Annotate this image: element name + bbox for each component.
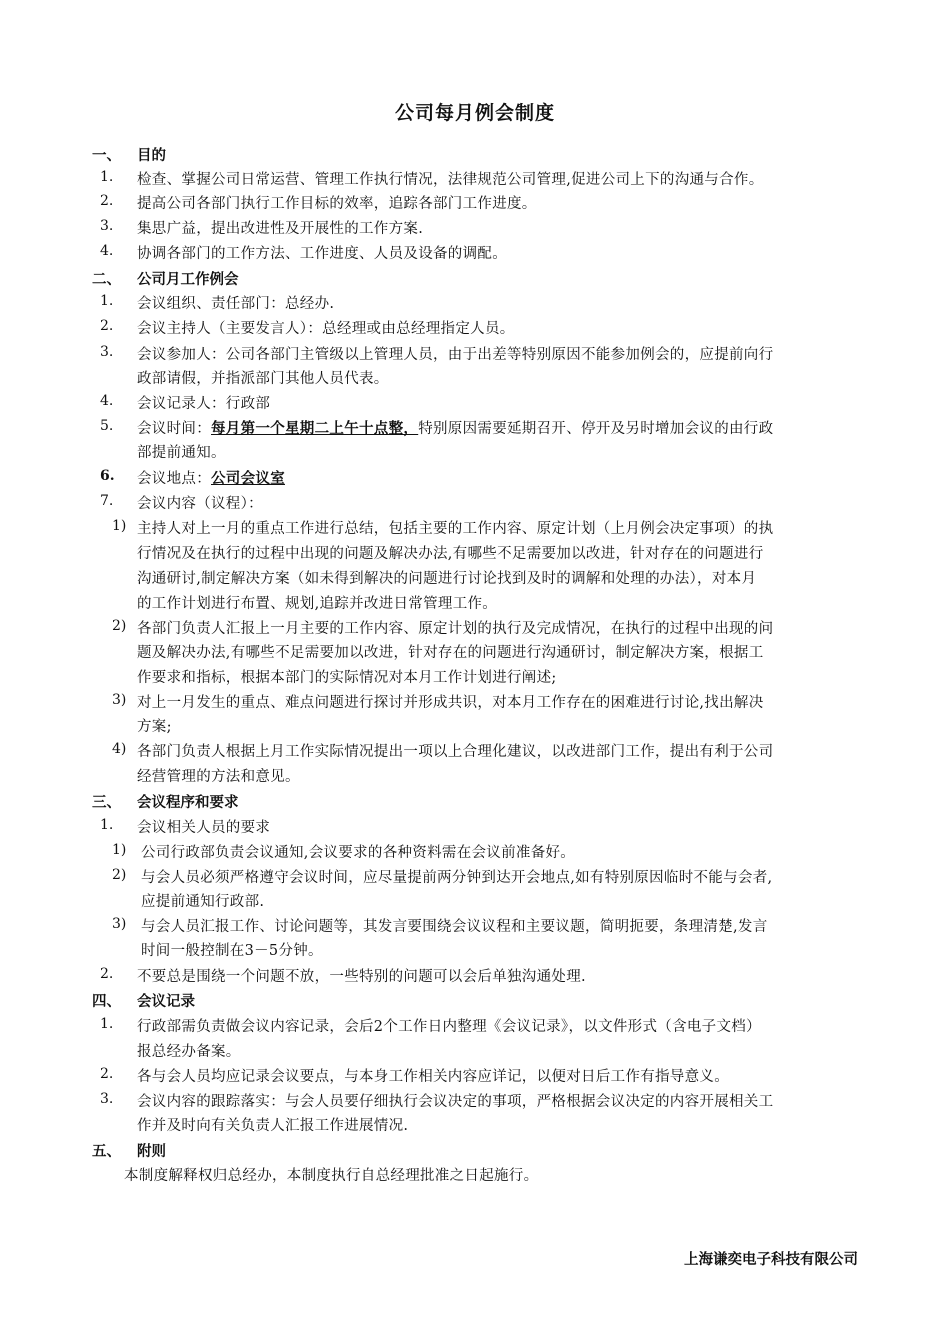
subitem-text-continued: 经营管理的方法和意见。: [137, 769, 300, 785]
item-text: 会议相关人员的要求: [137, 820, 271, 836]
item-number: 1.: [100, 1016, 114, 1032]
section-title: 附则: [137, 1144, 166, 1160]
meeting-place-label: 会议地点：: [137, 471, 211, 487]
subitem-text: 各部门负责人汇报上一月主要的工作内容、原定计划的执行及完成情况，在执行的过程中出现的问: [137, 621, 774, 637]
section-number: 二、: [92, 272, 121, 288]
section-title: 会议程序和要求: [137, 795, 239, 811]
item-number: 5.: [100, 418, 114, 434]
subitem-text: 与会人员必须严格遵守会议时间，应尽量提前两分钟到达开会地点,如有特别原因临时不能与会者,: [141, 870, 773, 886]
section-title: 公司月工作例会: [137, 272, 239, 288]
meeting-time-line: [137, 417, 773, 438]
item-text: 行政部需负责做会议内容记录，会后2个工作日内整理《会议记录》，以文件形式（含电子文档）: [137, 1019, 761, 1035]
subitem-text-continued: 沟通研讨,制定解决方案（如未得到解决的问题进行讨论找到及时的调解和处理的办法），对本月: [137, 571, 757, 587]
subitem-number: 2): [112, 867, 127, 883]
item-text-continued: 政部请假，并指派部门其他人员代表。: [137, 371, 389, 387]
subitem-text-continued: 的工作计划进行布置、规划,追踪并改进日常管理工作。: [137, 596, 498, 612]
item-number: 3.: [100, 344, 114, 360]
section-title: 目的: [137, 148, 166, 164]
section-title: 会议记录: [137, 994, 195, 1010]
section-number: 三、: [92, 795, 121, 811]
item-text: 会议组织、责任部门：总经办.: [137, 296, 335, 312]
item-text-continued: 作并及时向有关负责人汇报工作进展情况.: [137, 1118, 409, 1134]
item-text: 检查、掌握公司日常运营、管理工作执行情况，法律规范公司管理,促进公司上下的沟通与合作。: [137, 172, 764, 188]
subitem-number: 2): [112, 618, 127, 634]
item-number: 1.: [100, 293, 114, 309]
item-text: 集思广益，提出改进性及开展性的工作方案.: [137, 221, 424, 237]
item-text: 会议主持人（主要发言人）：总经理或由总经理指定人员。: [137, 321, 515, 337]
subitem-text: 主持人对上一月的重点工作进行总结，包括主要的工作内容、原定计划（上月例会决定事项）的执: [137, 521, 774, 537]
item-text: 会议参加人：公司各部门主管级以上管理人员，由于出差等特别原因不能参加例会的，应提前向行: [137, 347, 774, 363]
meeting-time-value: 每月第一个星期二上午十点整，: [211, 420, 419, 437]
item-number: 2.: [100, 1066, 114, 1082]
subitem-text: 公司行政部负责会议通知,会议要求的各种资料需在会议前准备好。: [141, 845, 576, 861]
meeting-time-note: 特别原因需要延期召开、停开及另时增加会议的由行政: [418, 421, 774, 437]
item-text: 会议内容的跟踪落实：与会人员要仔细执行会议决定的事项，严格根据会议决定的内容开展相关工: [137, 1094, 774, 1110]
item-number: 3.: [100, 218, 114, 234]
item-text: 会议内容（议程）：: [137, 496, 263, 512]
meeting-place-line: [137, 467, 285, 488]
appendix-text: 本制度解释权归总经办，本制度执行自总经理批准之日起施行。: [124, 1168, 539, 1184]
subitem-number: 1): [112, 518, 127, 534]
subitem-text-continued: 行情况及在执行的过程中出现的问题及解决办法,有哪些不足需要加以改进，针对存在的问题进行: [137, 546, 764, 562]
subitem-number: 3): [112, 692, 127, 708]
subitem-text-continued: 时间一般控制在3－5分钟。: [141, 943, 323, 959]
meeting-time-label: 会议时间：: [137, 421, 211, 437]
section-number: 五、: [92, 1144, 121, 1160]
item-text-continued: 部提前通知。: [137, 445, 226, 461]
subitem-number: 3): [112, 916, 127, 932]
item-number: 2.: [100, 193, 114, 209]
item-text-continued: 报总经办备案。: [137, 1044, 241, 1060]
document-title: 公司每月例会制度: [394, 102, 555, 124]
subitem-text: 对上一月发生的重点、难点问题进行探讨并形成共识，对本月工作存在的困难进行讨论,找出解决: [137, 695, 764, 711]
subitem-text-continued: 应提前通知行政部.: [141, 894, 265, 910]
item-text: 协调各部门的工作方法、工作进度、人员及设备的调配。: [137, 246, 507, 262]
subitem-number: 4): [112, 741, 127, 757]
subitem-text: 与会人员汇报工作、讨论问题等，其发言要围绕会议议程和主要议题，简明扼要，条理清楚,发言: [141, 919, 768, 935]
item-number: 2.: [100, 966, 114, 982]
section-number: 四、: [92, 994, 121, 1010]
item-text: 提高公司各部门执行工作目标的效率，追踪各部门工作进度。: [137, 196, 537, 212]
company-name: 上海谦奕电子科技有限公司: [684, 1252, 858, 1268]
subitem-text: 各部门负责人根据上月工作实际情况提出一项以上合理化建议，以改进部门工作，提出有利于公司: [137, 744, 774, 760]
item-number: 7.: [100, 493, 114, 509]
section-number: 一、: [92, 148, 121, 164]
item-number: 2.: [100, 318, 114, 334]
item-number: 3.: [100, 1091, 114, 1107]
item-number: 4.: [100, 243, 114, 259]
item-number: 6.: [100, 468, 115, 484]
item-text: 各与会人员均应记录会议要点，与本身工作相关内容应详记，以便对日后工作有指导意义。: [137, 1069, 729, 1085]
item-number: 1.: [100, 817, 114, 833]
subitem-text-continued: 方案;: [137, 719, 172, 735]
item-text: 不要总是围绕一个问题不放，一些特别的问题可以会后单独沟通处理.: [137, 969, 586, 985]
subitem-text-continued: 题及解决办法,有哪些不足需要加以改进，针对存在的问题进行沟通研讨，制定解决方案，根据工: [137, 645, 764, 661]
subitem-number: 1): [112, 842, 127, 858]
item-text: 会议记录人：行政部: [137, 396, 271, 412]
subitem-text-continued: 作要求和指标，根据本部门的实际情况对本月工作计划进行阐述;: [137, 670, 557, 686]
item-number: 4.: [100, 393, 114, 409]
meeting-place-value: 公司会议室: [211, 470, 285, 487]
item-number: 1.: [100, 169, 114, 185]
